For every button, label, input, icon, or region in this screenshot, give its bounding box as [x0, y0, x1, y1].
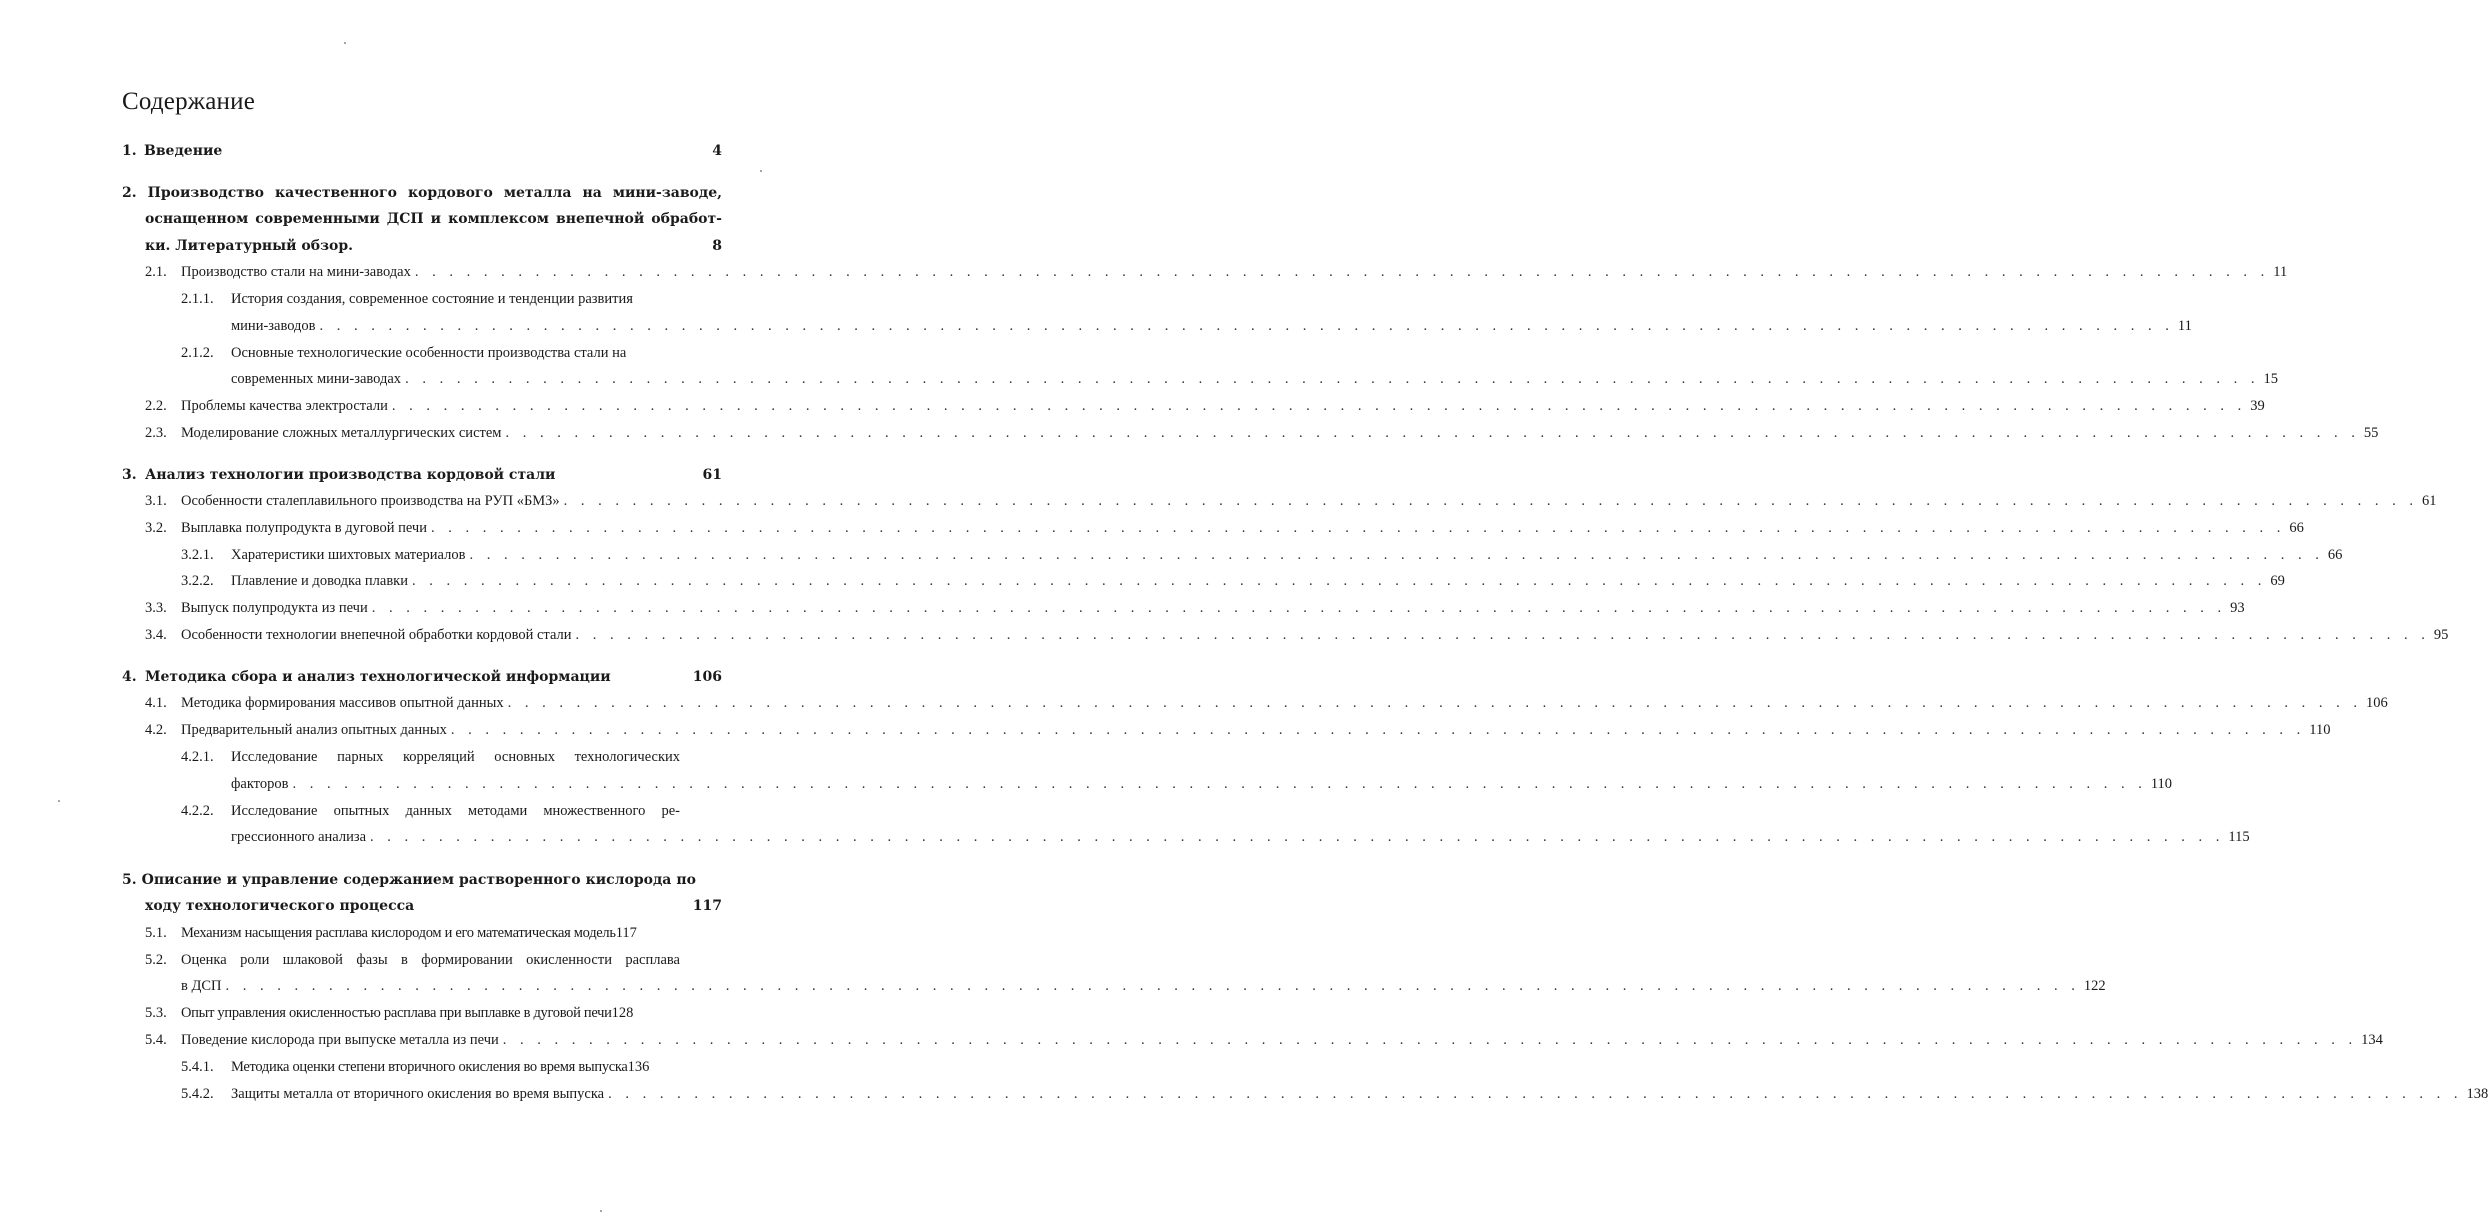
entry-number: 4.2.: [145, 722, 167, 738]
entry-number: 3.3.: [145, 600, 167, 616]
toc-entry-2-line1[interactable]: [122, 184, 722, 202]
entry-title: Анализ технологии производства кордовой стали: [145, 467, 556, 483]
entry-number: 5.4.: [145, 1032, 167, 1048]
entry-title: Харатеристики шихтовых материалов: [231, 547, 466, 563]
entry-number: 2.: [122, 185, 137, 201]
entry-page: 122: [2083, 978, 2106, 994]
entry-page: 95: [2433, 627, 2449, 643]
toc-entry-2-1-2-line1[interactable]: [181, 344, 722, 362]
toc-entry-2-2[interactable]: [145, 397, 2265, 415]
entry-title-line2: грессионного анализа: [231, 829, 367, 845]
leader-dots: [576, 626, 2430, 644]
toc-entry-4-1[interactable]: [145, 694, 2388, 712]
entry-title-line1: История создания, современное состояние и тенденции развития: [231, 291, 633, 307]
leader-dots: [372, 599, 2226, 617]
toc-entry-4-2-1-line2[interactable]: [231, 775, 2173, 793]
leader-dots: [392, 397, 2246, 415]
entry-page: 11: [2273, 264, 2288, 280]
toc-entry-4-2-1-line1[interactable]: [181, 748, 680, 766]
entry-page: 110: [2150, 776, 2173, 792]
entry-page: 106: [692, 669, 722, 685]
toc-entry-3-1[interactable]: [145, 492, 2437, 510]
entry-title: Проблемы качества электростали: [181, 398, 388, 414]
entry-page: 138: [2466, 1086, 2488, 1102]
entry-title-line2: в ДСП: [181, 978, 222, 994]
leader-dots: [451, 721, 2305, 739]
entry-number: 5.: [122, 872, 137, 888]
toc-entry-5-line2[interactable]: [145, 897, 722, 915]
leader-dots: [226, 977, 2080, 995]
entry-title-line2: оснащенном современными ДСП и комплексом внепечной обработ-: [145, 211, 722, 227]
leader-dots: [564, 492, 2418, 510]
entry-number: 5.3.: [145, 1005, 167, 1021]
entry-page: 4: [712, 143, 722, 159]
entry-title-line1: Исследование парных корреляций основных технологических: [231, 749, 680, 765]
entry-title: Методика оценки степени вторичного окисления во время выпуска: [231, 1059, 628, 1075]
toc-entry-3-2-1[interactable]: [181, 546, 2343, 564]
entry-number: 3.2.1.: [181, 547, 214, 563]
entry-page: 110: [2309, 722, 2331, 738]
entry-page: 39: [2250, 398, 2265, 414]
toc-entry-5-line1[interactable]: [122, 871, 696, 889]
entry-title-line1: Основные технологические особенности производства стали на: [231, 345, 627, 361]
entry-page: 11: [2177, 318, 2192, 334]
entry-title-line3: ки. Литературный обзор.: [145, 238, 354, 254]
leader-dots: [412, 572, 2266, 590]
entry-number: 5.2.: [145, 952, 167, 968]
entry-title-line1: Оценка роли шлаковой фазы в формировании окисленности расплава: [181, 952, 680, 968]
entry-title-line1: Исследование опытных данных методами множественного ре-: [231, 803, 680, 819]
entry-page: 117: [615, 925, 637, 941]
entry-number: 4.2.1.: [181, 749, 214, 765]
entry-page: 134: [2361, 1032, 2383, 1048]
leader-dots: [292, 775, 2146, 793]
toc-entry-5-1[interactable]: [145, 924, 720, 942]
entry-title: Механизм насыщения расплава кислородом и его математическая модель: [181, 925, 616, 941]
entry-page: 106: [2365, 695, 2388, 711]
entry-title: Моделирование сложных металлургических систем: [181, 425, 502, 441]
entry-title: Поведение кислорода при выпуске металла из печи: [181, 1032, 499, 1048]
toc-entry-4-2-2-line1[interactable]: [181, 802, 680, 820]
leader-dots: [415, 263, 2269, 281]
entry-page: 66: [2327, 547, 2343, 563]
entry-page: 55: [2363, 425, 2379, 441]
leader-dots: [608, 1085, 2462, 1103]
entry-title: Защиты металла от вторичного окисления во время выпуска: [231, 1086, 605, 1102]
entry-number: 3.: [122, 467, 137, 483]
entry-title-line2: мини-заводов: [231, 318, 316, 334]
entry-number: 5.1.: [145, 925, 167, 941]
entry-title: Методика формирования массивов опытной данных: [181, 695, 504, 711]
entry-number: 5.4.2.: [181, 1086, 214, 1102]
toc-entry-4-2-2-line2[interactable]: [231, 828, 2250, 846]
toc-entry-3-3[interactable]: [145, 599, 2245, 617]
leader-dots: [320, 317, 2174, 335]
toc-entry-5-4-2[interactable]: [181, 1085, 2488, 1103]
toc-entry-2-1-2-line2[interactable]: [231, 370, 2278, 388]
toc-entry-2-1-1-line2[interactable]: [231, 317, 2192, 335]
entry-title-line1: Описание и управление содержанием растворенного кислорода по: [141, 872, 696, 888]
leader-dots: [405, 370, 2259, 388]
entry-page: 69: [2270, 573, 2285, 589]
entry-title: Предварительный анализ опытных данных: [181, 722, 447, 738]
toc-entry-1[interactable]: [122, 142, 722, 160]
entry-number: 2.2.: [145, 398, 167, 414]
leader-dots: [370, 828, 2224, 846]
entry-number: 4.2.2.: [181, 803, 214, 819]
leader-dots: [469, 546, 2323, 564]
leader-dots: [505, 424, 2359, 442]
entry-title: Выплавка полупродукта в дуговой печи: [181, 520, 427, 536]
entry-page: 61: [702, 467, 722, 483]
entry-title: Особенности технологии внепечной обработки кордовой стали: [181, 627, 572, 643]
entry-title: Особенности сталеплавильного производства на РУП «БМЗ»: [181, 493, 560, 509]
entry-number: 2.3.: [145, 425, 167, 441]
entry-number: 2.1.1.: [181, 291, 214, 307]
scan-speck: [58, 800, 60, 802]
toc-entry-4-2[interactable]: [145, 721, 2331, 739]
toc-entry-3-4[interactable]: [145, 626, 2449, 644]
toc-entry-3-2[interactable]: [145, 519, 2304, 537]
entry-number: 5.4.1.: [181, 1059, 214, 1075]
entry-title: Плавление и доводка плавки: [231, 573, 408, 589]
entry-number: 1.: [122, 143, 137, 159]
toc-entry-5-2-line1[interactable]: [145, 951, 680, 969]
toc-entry-2-1-1-line1[interactable]: [181, 290, 722, 308]
entry-page: 61: [2422, 493, 2437, 509]
entry-page: 66: [2289, 520, 2304, 536]
toc-entry-2-1[interactable]: [145, 263, 2288, 281]
scan-speck: [344, 42, 346, 44]
toc-entry-2-line3[interactable]: [145, 237, 722, 255]
toc-entry-5-3[interactable]: [145, 1004, 720, 1022]
entry-title-line2: современных мини-заводах: [231, 371, 402, 387]
scan-speck: [600, 1210, 602, 1212]
entry-number: 2.1.2.: [181, 345, 214, 361]
entry-number: 2.1.: [145, 264, 167, 280]
entry-number: 3.1.: [145, 493, 167, 509]
entry-number: 4.: [122, 669, 137, 685]
entry-title: Производство стали на мини-заводах: [181, 264, 411, 280]
entry-title: Введение: [144, 143, 223, 159]
toc-entry-5-4-1[interactable]: [181, 1058, 720, 1076]
page-title: Содержание: [122, 88, 255, 115]
entry-title-line2: ходу технологического процесса: [145, 898, 415, 914]
entry-number: 3.2.: [145, 520, 167, 536]
leader-dots: [508, 694, 2362, 712]
entry-page: 15: [2263, 371, 2278, 387]
toc-entry-4[interactable]: [122, 668, 722, 686]
entry-title-line2: факторов: [231, 776, 289, 792]
entry-title: Выпуск полупродукта из печи: [181, 600, 368, 616]
leader-dots: [431, 519, 2285, 537]
entry-number: 3.4.: [145, 627, 167, 643]
entry-title-line1: Производство качественного кордового металла на мини-заводе,: [147, 185, 723, 201]
toc-entry-2-line2: [145, 210, 722, 228]
entry-page: 136: [627, 1059, 650, 1075]
entry-number: 4.1.: [145, 695, 167, 711]
toc-entry-3[interactable]: [122, 466, 722, 484]
entry-title: Опыт управления окисленностью расплава при выплавке в дуговой печи: [181, 1005, 612, 1021]
leader-dots: [503, 1031, 2357, 1049]
scan-speck: [760, 170, 762, 172]
toc-entry-2-3[interactable]: [145, 424, 2379, 442]
entry-title: Методика сбора и анализ технологической информации: [145, 669, 611, 685]
entry-number: 3.2.2.: [181, 573, 214, 589]
entry-page: 117: [692, 898, 722, 914]
entry-page: 115: [2228, 829, 2250, 845]
toc-entry-3-2-2[interactable]: [181, 572, 2285, 590]
toc-entry-5-4[interactable]: [145, 1031, 2383, 1049]
entry-page: 8: [712, 238, 722, 254]
entry-page: 128: [611, 1005, 634, 1021]
entry-page: 93: [2230, 600, 2245, 616]
toc-entry-5-2-line2[interactable]: [181, 977, 2106, 995]
